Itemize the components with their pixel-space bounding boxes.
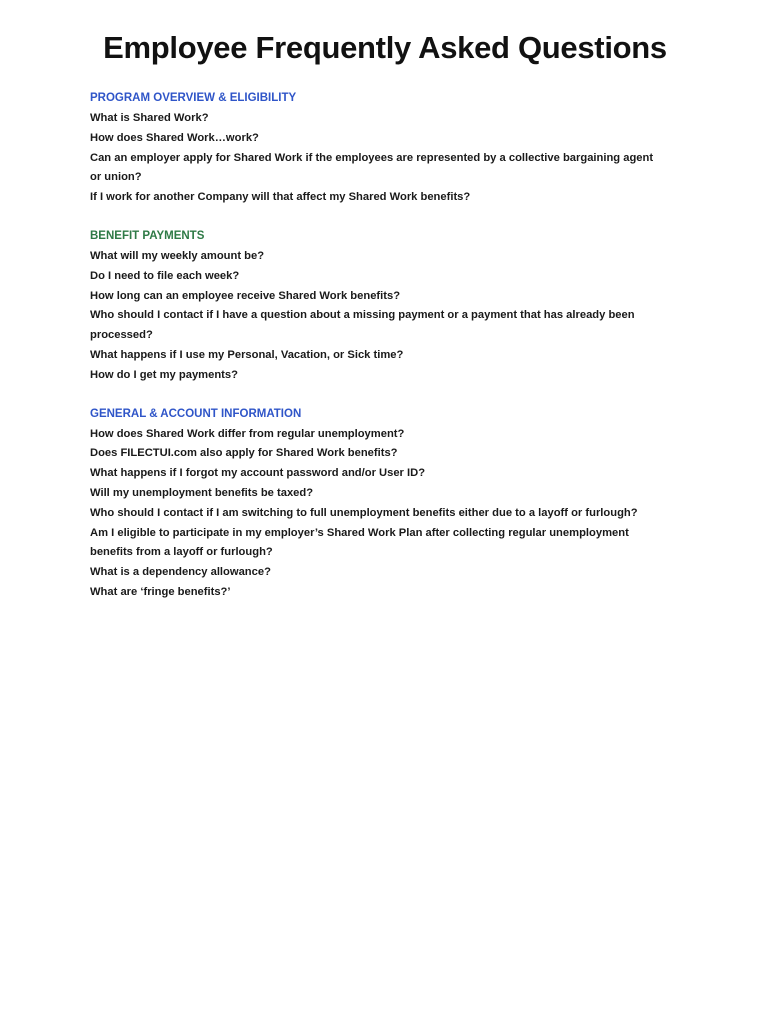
- question-item: What is a dependency allowance?: [90, 566, 271, 579]
- question-item: If I work for another Company will that affect my Shared Work benefits?: [90, 191, 471, 204]
- question-item: Who should I contact if I have a question about a missing payment or a payment that has already been: [90, 309, 635, 322]
- question-item: How does Shared Work…work?: [90, 131, 259, 144]
- section-program-overview: [90, 89, 690, 208]
- section-benefit-payments: [90, 227, 690, 386]
- question-item: Am I eligible to participate in my employer’s Shared Work Plan after collecting regular unemployment: [90, 526, 629, 539]
- page-title: Employee Frequently Asked Questions: [103, 30, 667, 65]
- question-item: How does Shared Work differ from regular unemployment?: [90, 427, 405, 440]
- question-list: [90, 109, 690, 208]
- section-heading: BENEFIT PAYMENTS: [90, 229, 205, 242]
- faq-content: [90, 89, 690, 622]
- question-item: Who should I contact if I am switching to full unemployment benefits either due to a layoff or furlough?: [90, 506, 638, 519]
- question-item: processed?: [90, 329, 153, 342]
- question-item: What happens if I use my Personal, Vacation, or Sick time?: [90, 348, 404, 361]
- question-item: benefits from a layoff or furlough?: [90, 546, 273, 559]
- question-list: [90, 425, 690, 603]
- question-item: Do I need to file each week?: [90, 269, 240, 282]
- question-item: What is Shared Work?: [90, 112, 209, 124]
- section-heading: GENERAL & ACCOUNT INFORMATION: [90, 407, 302, 420]
- question-item: Does FILECTUI.com also apply for Shared Work benefits?: [90, 447, 398, 460]
- question-item: What happens if I forgot my account password and/or User ID?: [90, 467, 426, 480]
- question-item: How do I get my payments?: [90, 368, 238, 381]
- section-general-account: [90, 405, 690, 603]
- question-item: How long can an employee receive Shared Work benefits?: [90, 289, 401, 302]
- question-item: What will my weekly amount be?: [90, 249, 265, 262]
- question-item: Will my unemployment benefits be taxed?: [90, 486, 314, 499]
- question-item: or union?: [90, 171, 142, 184]
- section-heading: PROGRAM OVERVIEW & ELIGIBILITY: [90, 92, 297, 104]
- question-item: What are ‘fringe benefits?’: [90, 585, 231, 598]
- question-list: [90, 247, 690, 386]
- question-item: Can an employer apply for Shared Work if the employees are represented by a collective bargaining agent: [90, 151, 654, 164]
